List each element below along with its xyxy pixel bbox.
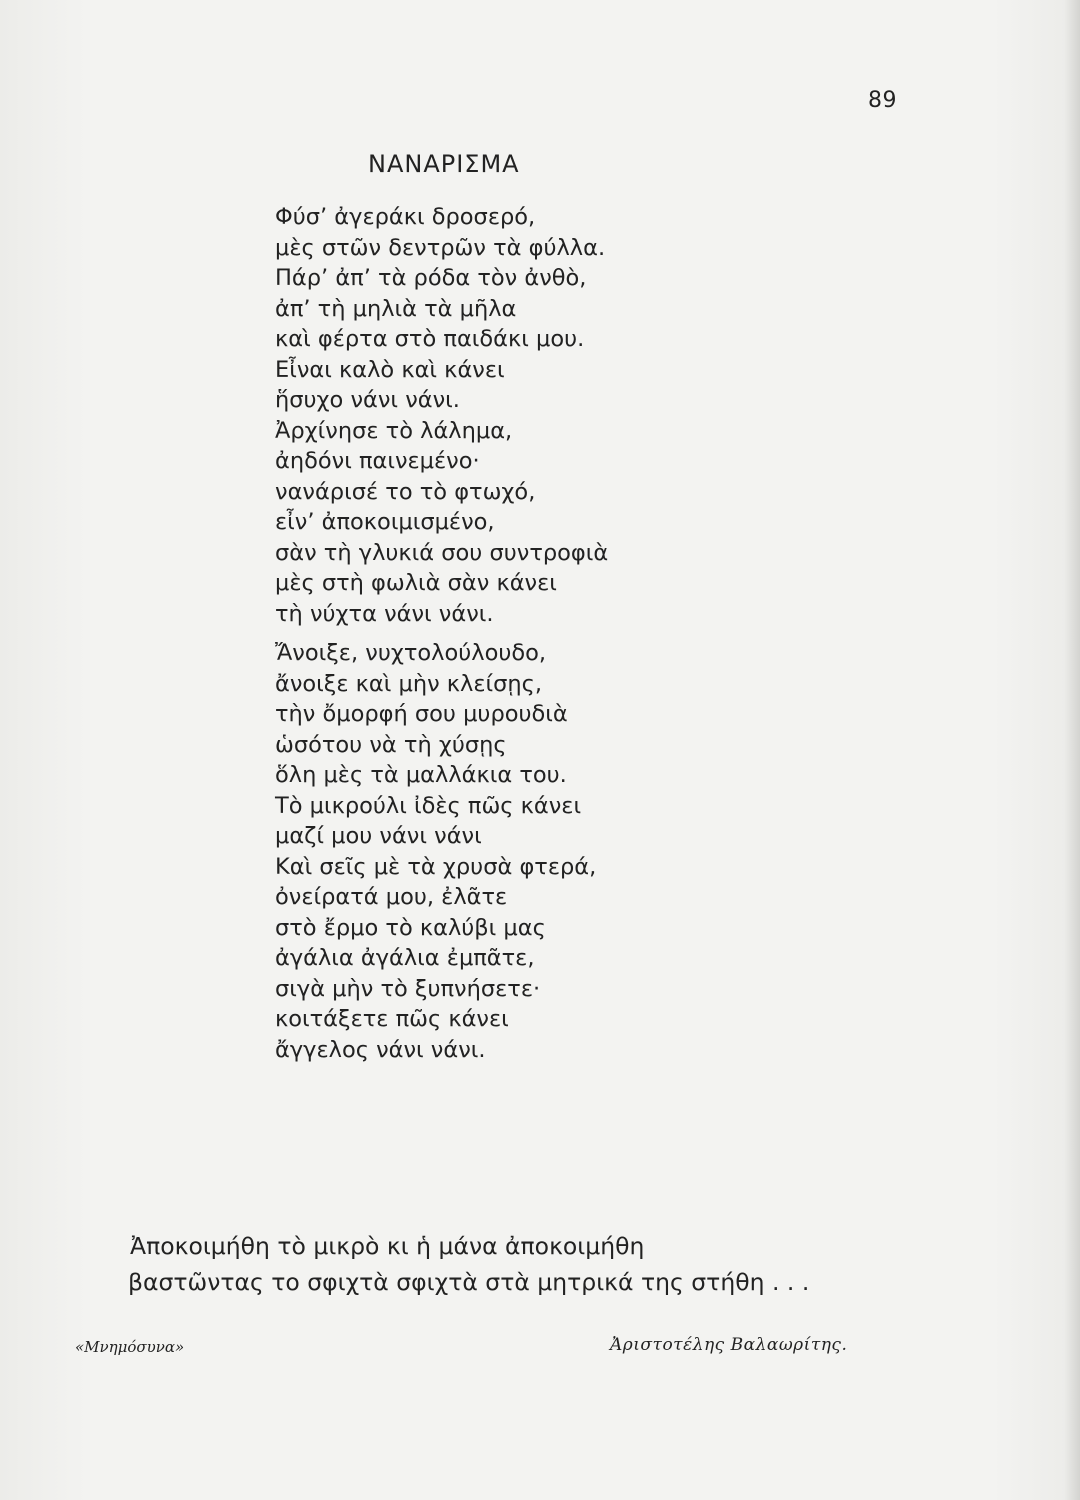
verse-line: ἀηδόνι παινεμένο· [275, 448, 480, 474]
verse-line: μὲς στῶν δεντρῶν τὰ φύλλα. [275, 234, 606, 261]
verse-line: ὡσότου νὰ τὴ χύσῃς [275, 731, 507, 758]
page-edge-shadow [1064, 0, 1080, 1500]
verse-line: ἄνοιξε καὶ μὴν κλείσῃς, [275, 670, 543, 697]
verse-line: ἄγγελος νάνι νάνι. [275, 1036, 486, 1063]
verse-line: καὶ φέρτα στὸ παιδάκι μου. [275, 326, 585, 352]
poem-title: ΝΑΝΑΡΙΣΜΑ [368, 150, 520, 178]
verse-line: τὴ νύχτα νάνι νάνι. [275, 600, 494, 627]
verse-line: Καὶ σεῖς μὲ τὰ χρυσὰ φτερά, [275, 853, 597, 880]
verse-line: Φύσ’ ἀγεράκι δροσερό, [275, 204, 536, 230]
verse-line: Εἶναι καλὸ καὶ κάνει [275, 356, 505, 383]
page-number: 89 [868, 88, 897, 113]
source-credit: «Μνημόσυνα» [75, 1338, 185, 1356]
verse-line: Πάρ’ ἀπ’ τὰ ρόδα τὸν ἀνθὸ, [275, 265, 587, 291]
verse-line: σὰν τὴ γλυκιά σου συντροφιὰ [275, 539, 609, 566]
verse-line: εἶν’ ἀποκοιμισμένο, [275, 509, 495, 535]
verse-line: Τὸ μικρούλι ἰδὲς πῶς κάνει [275, 792, 582, 819]
verse-line: ὅλη μὲς τὰ μαλλάκια του. [275, 762, 567, 788]
verse-line: τὴν ὄμορφή σου μυρουδιὰ [275, 701, 568, 727]
verse-line: μὲς στὴ φωλιὰ σὰν κάνει [275, 570, 557, 596]
verse-line: Ἀρχίνησε τὸ λάλημα, [275, 417, 513, 444]
poem-verses [275, 202, 835, 1065]
verse-line: σιγὰ μὴν τὸ ξυπνήσετε· [275, 975, 541, 1002]
verse-line: ὀνείρατά μου, ἐλᾶτε [275, 884, 508, 910]
verse-line: στὸ ἔρμο τὸ καλύβι μας [275, 914, 546, 941]
closing-line: βαστῶντας το σφιχτὰ σφιχτὰ στὰ μητρικά της στήθη . . . [128, 1268, 810, 1296]
closing-line: Ἀποκοιμήθη τὸ μικρὸ κι ἡ μάνα ἀποκοιμήθη [130, 1232, 645, 1260]
closing-couplet [128, 1228, 1028, 1300]
verse-line: ἀπ’ τὴ μηλιὰ τὰ μῆλα [275, 295, 517, 322]
author-credit: Ἀριστοτέλης Βαλαωρίτης. [610, 1335, 848, 1355]
verse-line: κοιτάξετε πῶς κάνει [275, 1006, 509, 1032]
verse-line: ἥσυχο νάνι νάνι. [275, 387, 460, 413]
verse-line: Ἄνοιξε, νυχτολούλουδο, [275, 640, 547, 666]
verse-line: νανάρισέ το τὸ φτωχό, [275, 478, 536, 505]
verse-line: ἀγάλια ἀγάλια ἐμπᾶτε, [275, 945, 535, 971]
verse-line: μαζί μου νάνι νάνι [275, 823, 482, 849]
